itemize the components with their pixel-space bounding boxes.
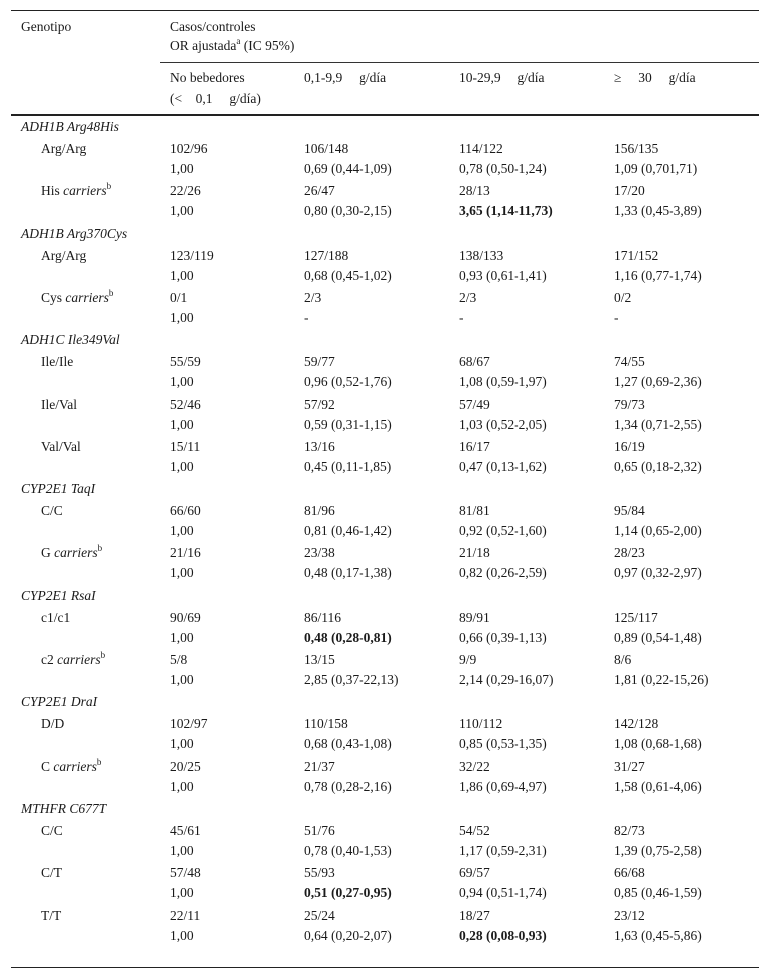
or-cell: 0,85 (0,46-1,59) <box>614 885 702 901</box>
or-cell: 0,64 (0,20-2,07) <box>304 927 392 943</box>
or-cell: 1,14 (0,65-2,00) <box>614 523 702 539</box>
genotype-name: C <box>41 758 51 774</box>
count-cell: 110/112 <box>459 716 503 732</box>
col-30-plus-header: ≥ 30 g/día <box>614 70 696 85</box>
col-non-drinkers-header: No bebedores <box>170 70 245 85</box>
count-cell: 125/117 <box>614 609 658 625</box>
genotype-label <box>41 651 105 669</box>
count-cell: 66/60 <box>170 503 201 519</box>
carriers-text: carriers <box>57 652 101 667</box>
count-cell: 74/55 <box>614 354 645 370</box>
footnote-b-marker: b <box>96 756 102 767</box>
footnote-b-marker: b <box>106 181 112 192</box>
count-cell: 20/25 <box>170 758 201 774</box>
count-cell: 25/24 <box>304 907 335 923</box>
count-cell: 23/12 <box>614 907 645 923</box>
count-cell: 13/16 <box>304 438 335 454</box>
cases-controls-header: Casos/controles <box>170 19 256 34</box>
or-cell: 1,03 (0,52-2,05) <box>459 416 547 432</box>
count-cell: 22/11 <box>170 907 201 923</box>
genotype-name: C/T <box>41 865 63 881</box>
genotype-name: Val/Val <box>41 438 81 454</box>
or-cell: 0,47 (0,13-1,62) <box>459 458 547 474</box>
count-cell: 123/119 <box>170 247 214 263</box>
or-cell: 1,17 (0,59-2,31) <box>459 842 547 858</box>
or-cell: 0,78 (0,28-2,16) <box>304 778 392 794</box>
or-cell: 0,81 (0,46-1,42) <box>304 523 392 539</box>
or-cell: 0,92 (0,52-1,60) <box>459 523 547 539</box>
table-top-rule <box>11 10 759 11</box>
genotype-label <box>41 289 113 307</box>
section-label: CYP2E1 DraI <box>21 694 98 710</box>
or-cell: 1,00 <box>170 203 194 219</box>
carriers-text: carriers <box>63 183 107 199</box>
adjusted-or-header <box>170 37 294 55</box>
count-cell: 0/1 <box>170 289 188 305</box>
or-cell: 0,65 (0,18-2,32) <box>614 458 702 474</box>
count-cell: 55/93 <box>304 865 335 881</box>
count-cell: 28/13 <box>459 183 490 199</box>
count-cell: 31/27 <box>614 758 645 774</box>
carriers-text: carriers <box>53 758 97 774</box>
or-cell: - <box>614 309 619 325</box>
or-cell: 1,86 (0,69-4,97) <box>459 778 547 794</box>
or-cell: 1,00 <box>170 161 194 176</box>
count-cell: 45/61 <box>170 822 201 838</box>
count-cell: 57/48 <box>170 865 201 881</box>
count-cell: 2/3 <box>459 289 477 305</box>
section-label: CYP2E1 TaqI <box>21 481 96 497</box>
genotype-label <box>41 353 73 371</box>
genotype-name: D/D <box>41 716 65 732</box>
count-cell: 28/23 <box>614 545 645 561</box>
or-cell: 0,94 (0,51-1,74) <box>459 885 547 901</box>
count-cell: 82/73 <box>614 822 645 838</box>
count-cell: 22/26 <box>170 183 201 199</box>
carriers-text: carriers <box>65 289 109 305</box>
or-cell: - <box>304 309 309 325</box>
genotype-name: c2 <box>41 652 54 667</box>
or-cell: 1,00 <box>170 885 194 901</box>
count-cell: 114/122 <box>459 141 503 156</box>
section-label: ADH1B Arg370Cys <box>21 225 128 241</box>
genotype-label <box>41 758 101 776</box>
footnote-a-marker: a <box>236 36 241 46</box>
count-cell: 156/135 <box>614 141 659 156</box>
or-cell: 0,96 (0,52-1,76) <box>304 374 392 390</box>
genotype-name: T/T <box>41 907 62 923</box>
or-cell: 2,14 (0,29-16,07) <box>459 672 554 687</box>
or-cell: 1,08 (0,59-1,97) <box>459 374 547 390</box>
or-cell: 1,00 <box>170 927 194 943</box>
count-cell: 95/84 <box>614 503 645 519</box>
or-cell: 1,00 <box>170 458 194 474</box>
genotype-name: G <box>41 545 51 561</box>
section-label: MTHFR C677T <box>21 800 107 816</box>
or-cell: 0,78 (0,50-1,24) <box>459 161 547 176</box>
significant-or-cell: 0,48 (0,28-0,81) <box>304 629 392 645</box>
significant-or-cell: 3,65 (1,14-11,73) <box>459 203 553 219</box>
genotype-name: C/C <box>41 503 63 519</box>
or-cell: 1,63 (0,45-5,86) <box>614 927 702 943</box>
subheader-rule <box>160 62 759 63</box>
count-cell: 66/68 <box>614 865 645 881</box>
or-cell: 1,00 <box>170 523 194 539</box>
genotype-name: C/C <box>41 822 63 838</box>
count-cell: 32/22 <box>459 758 490 774</box>
count-cell: 90/69 <box>170 609 201 625</box>
or-cell: 1,16 (0,77-1,74) <box>614 267 702 283</box>
count-cell: 86/116 <box>304 609 341 625</box>
or-cell: 1,00 <box>170 267 194 283</box>
or-cell: 1,00 <box>170 842 194 858</box>
significant-or-cell: 0,28 (0,08-0,93) <box>459 927 547 943</box>
count-cell: 51/76 <box>304 822 335 838</box>
count-cell: 57/49 <box>459 396 490 412</box>
or-cell: 0,68 (0,45-1,02) <box>304 267 392 283</box>
ci-text: (IC 95%) <box>240 38 295 53</box>
col-0-1-9-9-header: 0,1-9,9 g/día <box>304 70 387 85</box>
or-cell: - <box>459 309 464 325</box>
genotype-label <box>41 864 62 882</box>
or-cell: 1,39 (0,75-2,58) <box>614 842 702 858</box>
count-cell: 21/18 <box>459 545 490 561</box>
or-cell: 2,85 (0,37-22,13) <box>304 672 399 687</box>
count-cell: 138/133 <box>459 247 504 263</box>
genotype-name: His <box>41 183 60 199</box>
or-cell: 1,00 <box>170 778 194 794</box>
count-cell: 54/52 <box>459 822 490 838</box>
count-cell: 23/38 <box>304 545 335 561</box>
genotype-label <box>41 182 111 200</box>
count-cell: 110/158 <box>304 716 348 732</box>
count-cell: 106/148 <box>304 141 349 156</box>
or-cell: 1,00 <box>170 374 194 390</box>
or-cell: 1,00 <box>170 565 194 581</box>
count-cell: 55/59 <box>170 354 201 370</box>
count-cell: 69/57 <box>459 865 490 881</box>
or-cell: 0,89 (0,54-1,48) <box>614 629 702 645</box>
or-cell: 0,80 (0,30-2,15) <box>304 203 392 219</box>
or-cell: 1,09 (0,701,71) <box>614 161 698 176</box>
or-cell: 1,58 (0,61-4,06) <box>614 778 702 794</box>
genotype-name: Arg/Arg <box>41 247 87 263</box>
count-cell: 68/67 <box>459 354 490 370</box>
count-cell: 15/11 <box>170 438 201 454</box>
genotype-name: Cys <box>41 289 63 305</box>
count-cell: 5/8 <box>170 652 188 667</box>
count-cell: 18/27 <box>459 907 490 923</box>
count-cell: 127/188 <box>304 247 349 263</box>
section-label: CYP2E1 RsaI <box>21 587 96 603</box>
genotype-label <box>41 140 86 158</box>
count-cell: 16/19 <box>614 438 645 454</box>
or-cell: 1,33 (0,45-3,89) <box>614 203 702 219</box>
or-cell: 0,66 (0,39-1,13) <box>459 629 547 645</box>
or-cell: 0,69 (0,44-1,09) <box>304 161 392 176</box>
count-cell: 79/73 <box>614 396 645 412</box>
or-cell: 1,81 (0,22-15,26) <box>614 672 709 687</box>
or-cell: 0,93 (0,61-1,41) <box>459 267 547 283</box>
footnote-b-marker: b <box>100 650 106 660</box>
genotype-label <box>41 715 64 733</box>
count-cell: 171/152 <box>614 247 659 263</box>
col-non-drinkers-range: (< 0,1 g/día) <box>170 91 261 106</box>
or-cell: 1,00 <box>170 736 194 752</box>
or-cell: 0,48 (0,17-1,38) <box>304 565 392 581</box>
or-cell: 0,68 (0,43-1,08) <box>304 736 392 752</box>
or-cell: 0,85 (0,53-1,35) <box>459 736 547 752</box>
or-cell: 0,97 (0,32-2,97) <box>614 565 702 581</box>
count-cell: 81/96 <box>304 503 335 519</box>
count-cell: 57/92 <box>304 396 335 412</box>
section-label: ADH1C Ile349Val <box>21 332 120 348</box>
adjusted-or-text: OR ajustada <box>170 38 237 53</box>
genotype-name: Ile/Ile <box>41 354 74 370</box>
or-cell: 1,08 (0,68-1,68) <box>614 736 702 752</box>
footnote-b-marker: b <box>108 287 114 298</box>
count-cell: 89/91 <box>459 609 490 625</box>
or-cell: 1,00 <box>170 672 194 687</box>
table-bottom-rule <box>11 967 759 968</box>
or-cell: 0,78 (0,40-1,53) <box>304 842 392 858</box>
genotype-label <box>41 247 86 265</box>
count-cell: 9/9 <box>459 652 477 667</box>
count-cell: 142/128 <box>614 716 659 732</box>
count-cell: 26/47 <box>304 183 335 199</box>
footnote-b-marker: b <box>97 543 103 554</box>
genotype-name: Ile/Val <box>41 396 77 412</box>
or-cell: 0,59 (0,31-1,15) <box>304 416 392 432</box>
count-cell: 16/17 <box>459 438 490 454</box>
or-cell: 0,45 (0,11-1,85) <box>304 458 392 474</box>
count-cell: 2/3 <box>304 289 322 305</box>
count-cell: 102/97 <box>170 716 208 732</box>
genotype-label <box>41 822 63 840</box>
count-cell: 21/37 <box>304 758 335 774</box>
count-cell: 52/46 <box>170 396 201 412</box>
carriers-text: carriers <box>54 545 98 561</box>
significant-or-cell: 0,51 (0,27-0,95) <box>304 885 392 901</box>
count-cell: 21/16 <box>170 545 201 561</box>
count-cell: 59/77 <box>304 354 335 370</box>
or-cell: 0,82 (0,26-2,59) <box>459 565 547 581</box>
count-cell: 8/6 <box>614 652 632 667</box>
count-cell: 0/2 <box>614 289 632 305</box>
genotype-name: Arg/Arg <box>41 141 87 156</box>
or-cell: 1,00 <box>170 309 194 325</box>
or-cell: 1,34 (0,71-2,55) <box>614 416 702 432</box>
genotype-label <box>41 907 61 925</box>
genotype-name: c1/c1 <box>41 609 71 625</box>
genotype-label <box>41 609 70 627</box>
genotype-label <box>41 396 77 414</box>
or-cell: 1,00 <box>170 416 194 432</box>
count-cell: 13/15 <box>304 652 335 667</box>
count-cell: 81/81 <box>459 503 490 519</box>
or-cell: 1,00 <box>170 629 194 645</box>
section-label: ADH1B Arg48His <box>21 119 119 134</box>
genotype-label <box>41 544 102 562</box>
col-10-29-9-header: 10-29,9 g/día <box>459 70 545 85</box>
genotype-label <box>41 502 63 520</box>
header-bottom-rule <box>11 114 759 116</box>
genotype-label <box>41 438 81 456</box>
count-cell: 102/96 <box>170 141 208 156</box>
or-cell: 1,27 (0,69-2,36) <box>614 374 702 390</box>
count-cell: 17/20 <box>614 183 645 199</box>
genotype-column-header: Genotipo <box>21 19 72 34</box>
